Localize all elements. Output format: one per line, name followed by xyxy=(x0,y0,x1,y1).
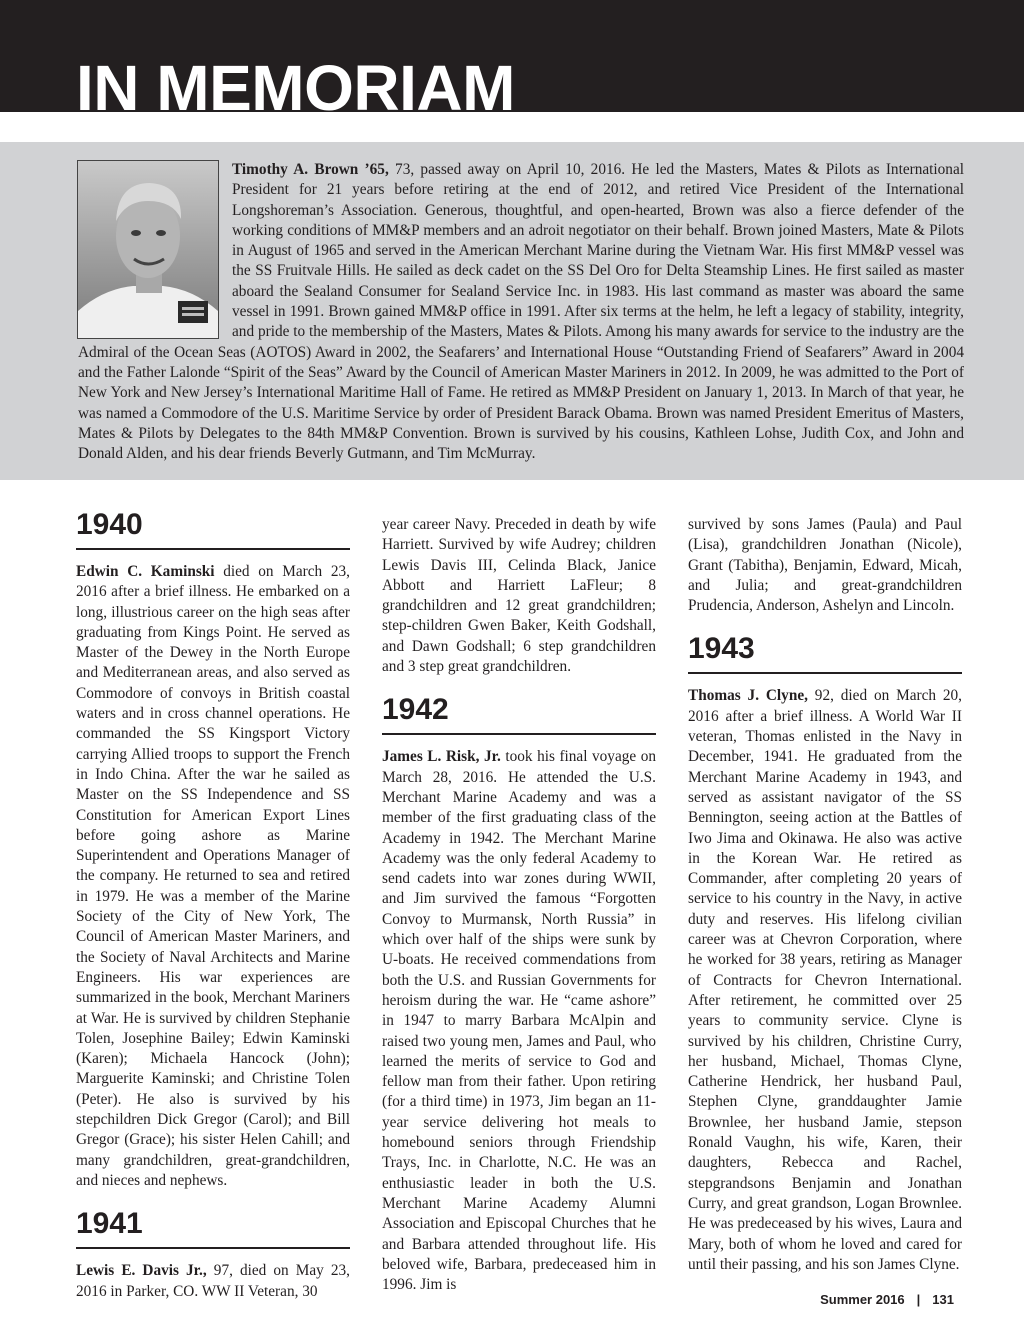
column-3 xyxy=(688,515,962,1275)
year-heading-1940: 1940 xyxy=(76,508,350,550)
feature-name: Timothy A. Brown ’65, xyxy=(232,161,389,178)
obituary-name: Edwin C. Kaminski xyxy=(76,563,215,580)
year-heading-1943: 1943 xyxy=(688,632,962,674)
column-2 xyxy=(382,515,656,1295)
obituary-name: James L. Risk, Jr. xyxy=(382,748,501,766)
year-heading-1942: 1942 xyxy=(382,693,656,735)
obituary-body: 97, died on May 23, 2016 in Parker, CO. WW II Veteran, 30 xyxy=(76,1262,350,1300)
year-heading-1941: 1941 xyxy=(76,1207,350,1249)
feature-body: 73, passed away on April 10, 2016. He led the Masters, Mates & Pilots as International President for 21 years before retiring at the end of 2012, and retired Vice President of the International Longshoreman’s Association. Generous, thoughtful, and open-hearted, Brown was also a fierce defender of the working conditions of MM&P members and an adroit negotiator on their behalf. Brown joined Masters, Mate & Pilots in August of 1965 and served in the American Merchant Marine during the Vietnam War. His first MM&P vessel was the SS Fruitvale Hills. He sailed as deck cadet on the SS Del Oro for Delta Steamship Lines. He first sailed as master aboard the Sealand Consumer for Sealand Service Inc. in 1983. His last command as master was aboard the same vessel in 1991. Brown gained MM&P office in 1991. After six terms at the helm, he left a legacy of stability, integrity, and pride to the membership of the Masters, Mates & Pilots. Among his many awards for service to the industry are the Admiral of the Ocean Seas (AOTOS) Award in 2002, the Seafarers’ and International House “Outstanding Friend of Seafarers” Award in 2004 and the Father Lalonde “Spirit of the Seas” Award by the Council of American Master Mariners in 2012. In 2009, he was admitted to the Port of New York and New Jersey’s International Maritime Hall of Fame. He retired as MM&P President on January 1, 2013. In March of that year, he was named a Commodore of the U.S. Maritime Service by order of President Barack Obama. Brown was named President Emeritus of Masters, Mates & Pilots by Delegates to the 84th MM&P Convention. Brown is survived by his cousins, Kathleen Lohse, Judith Cox, and John and Donald Alden, and his dear friends Beverly Gutmann, and Tim McMurray. xyxy=(78,161,964,463)
column-1 xyxy=(76,508,350,1302)
obituary-kaminski xyxy=(76,562,350,1191)
page-footer xyxy=(814,1292,960,1307)
footer-separator: | xyxy=(916,1292,921,1307)
page-number: 131 xyxy=(932,1292,954,1307)
obituary-risk xyxy=(382,747,656,1295)
obituary-name: Thomas J. Clyne, xyxy=(688,687,808,705)
obituary-davis-continued: year career Navy. Preceded in death by wife Harriett. Survived by wife Audrey; children Lewis Davis III, Celinda Black, Janice Abbott and Harriett LaFleur; 8 grandchildren and 12 great grandchildren; step-children Gwen Baker, Keith Godshall, and Dawn Godshall; 6 step grandchildren and 3 step great grandchildren. xyxy=(382,516,656,676)
obituary-name: Lewis E. Davis Jr., xyxy=(76,1262,207,1280)
obituary-davis xyxy=(76,1261,350,1302)
obituary-risk-continued: survived by sons James (Paula) and Paul (Lisa), grandchildren Jonathan (Nicole), Grant (Tabitha), Benjamin, Edward, Micah, and Julia; and great-grandchildren Prudencia, Anderson, Ashelyn and Lincoln. xyxy=(688,516,962,615)
page-title: IN MEMORIAM xyxy=(76,52,515,112)
page-header xyxy=(0,0,1024,112)
feature-obituary xyxy=(78,160,964,464)
issue-label: Summer 2016 xyxy=(820,1292,905,1307)
obituary-body: 92, died on March 20, 2016 after a brief illness. A World War II veteran, Thomas enlisted in the Navy in December, 1941. He graduated from the Merchant Marine Academy in 1943, and served as assistant navigator of the SS Bennington, seeing action at the Battles of Iwo Jima and Okinawa. He also was active in the Korean War. He retired as Commander, after completing 20 years of service to his country in the Navy, in active duty and reserves. His lifelong civilian career was at Chevron Corporation, where he worked for 38 years, retiring as Manager of Contracts for Chevron International. After retirement, he committed over 25 years to community service. Clyne is survived by his children, Christine Curry, her husband, Michael, Thomas Clyne, Catherine Hendrick, her husband Paul, Stephen Clyne, granddaughter Jamie Brownlee, her husband Jamie, stepson Ronald Vaughn, his wife, Karen, their daughters, Rebecca and Rachel, stepgrandsons Benjamin and Jonathan Curry, and great grandson, Logan Brownlee. He was predeceased by his wives, Laura and Mary, both of whom he loved and cared for until their passing, and his son James Clyne. xyxy=(688,687,963,1273)
obituary-clyne xyxy=(688,686,962,1275)
obituary-body: took his final voyage on March 28, 2016. He attended the U.S. Merchant Marine Academy and was a member of the first graduating class of the Academy in 1942. The Merchant Marine Academy was the only federal Academy to send cadets into war zones during WWII, and Jim survived the famous “Forgotten Convoy to Murmansk, North Russia” in which over half of the ships were sunk by U-boats. He received commendations from both the U.S. and Russian Governments for heroism during the war. He “came ashore” in 1947 to marry Barbara McAlpin and raised two young men, James and Paul, who learned the merits of service to God and fellow man from their father. Upon retiring (for a third time) in 1973, Jim began an 11-year service delivering hot meals to homebound seniors through Friendship Trays, Inc. in Charlotte, N.C. He was an enthusiastic leader in both the U.S. Merchant Marine Academy Alumni Association and Episcopal Churches that he and Barbara attended throughout life. His beloved wife, Barbara, predeceased him in 1996. Jim is xyxy=(382,748,656,1294)
obituary-body: died on March 23, 2016 after a brief illness. He embarked on a long, illustrious career on the high seas after graduating from Kings Point. He served as Master of the Dewey in the North Europe and Mediterranean areas, and also served as Commodore of convoys in British coastal waters and in cross channel operations. He commanded the SS Kingsport Victory carrying Allied troops to support the French in Indo China. After the war he sailed as Master on the SS Independence and SS Constitution for American Export Lines before going ashore as Marine Superintendent and Operations Manager of the company. He returned to sea and retired in 1979. He was a member of the Marine Society of the City of New York, The Council of American Master Mariners, and the Society of Naval Architects and Marine Engineers. His war experiences are summarized in the book, Merchant Mariners at War. He is survived by children Stephanie Tolen, Josephine Bailey; Edwin Kaminski (Karen); Michaela Hancock (John); Marguerite Kaminski; and Christine Tolen (Peter). He also is survived by his stepchildren Dick Gregor (Carol); and Bill Gregor (Grace); his sister Helen Cahill; and many grandchildren, great-grandchildren, and nieces and nephews. xyxy=(76,563,350,1189)
